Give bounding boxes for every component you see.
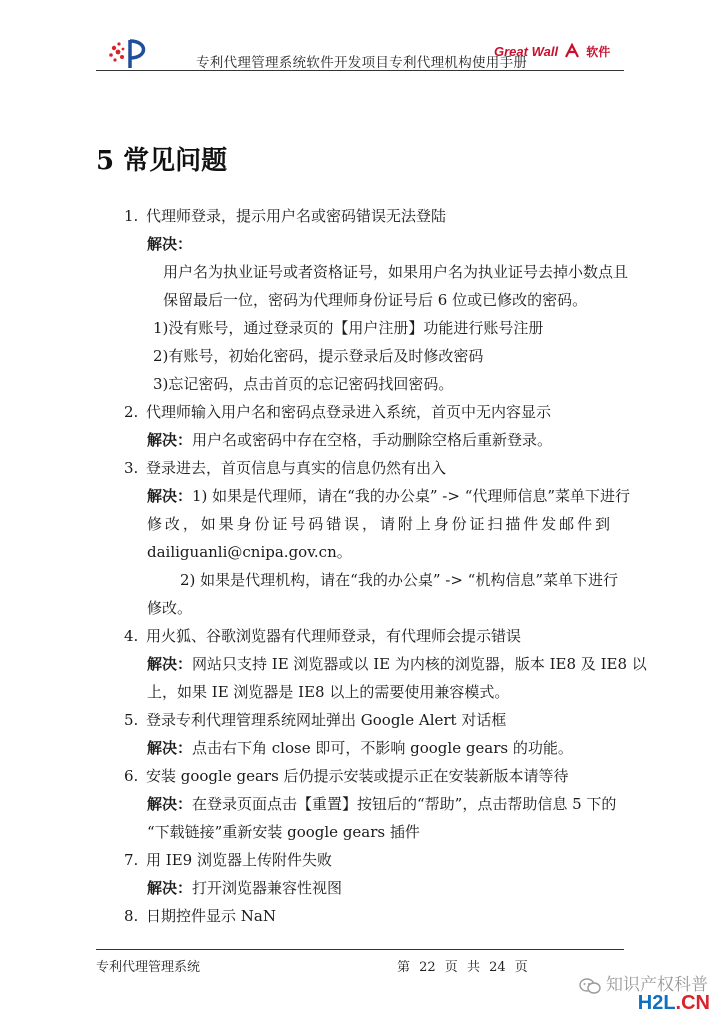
faq-question-6: 6. 安装 google gears 后仍提示安装或提示正在安装新版本请等待 xyxy=(124,767,569,785)
page-number: 第 22 页 共 24 页 xyxy=(397,960,528,975)
answer-4-line-1: 解决：网站只支持 IE 浏览器或以 IE 为内核的浏览器，版本 IE8 及 IE8 以 xyxy=(147,655,647,673)
watermark-text: 知识产权科普 xyxy=(606,975,708,994)
answer-3-line-4: 2) 如果是代理机构，请在“我的办公桌” -> “机构信息”菜单下进行 xyxy=(180,571,619,589)
section-title: 5 常见问题 xyxy=(96,146,228,176)
answer-2: 解决：用户名或密码中存在空格，手动删除空格后重新登录。 xyxy=(147,431,553,449)
answer-1-para-2: 保留最后一位，密码为代理师身份证号后 6 位或已修改的密码。 xyxy=(163,291,588,309)
footer-system-name: 专利代理管理系统 xyxy=(96,960,201,975)
faq-question-4: 4. 用火狐、谷歌浏览器有代理师登录，有代理师会提示错误 xyxy=(124,627,522,645)
wechat-icon xyxy=(579,977,601,995)
patent-office-logo xyxy=(104,36,152,70)
header-title: 专利代理管理系统软件开发项目专利代理机构使用手册 xyxy=(196,55,528,71)
answer-1-step-1: 1)没有账号，通过登录页的【用户注册】功能进行账号注册 xyxy=(153,319,544,337)
great-wall-brand xyxy=(494,41,610,60)
answer-1-para-1: 用户名为执业证号或者资格证号，如果用户名为执业证号去掉小数点且 xyxy=(163,263,629,281)
answer-4-line-2: 上，如果 IE 浏览器是 IE8 以上的需要使用兼容模式。 xyxy=(147,683,510,701)
answer-6-line-1: 解决：在登录页面点击【重置】按钮后的“帮助”，点击帮助信息 5 下的 xyxy=(147,795,617,813)
answer-3-line-1: 解决：1) 如果是代理师，请在“我的办公桌” -> “代理师信息”菜单下进行 xyxy=(147,487,631,505)
faq-question-8: 8. 日期控件显示 NaN xyxy=(124,907,276,925)
answer-5: 解决：点击右下角 close 即可，不影响 google gears 的功能。 xyxy=(147,739,573,757)
brand-cn: 软件 xyxy=(586,45,611,59)
answer-7: 解决：打开浏览器兼容性视图 xyxy=(147,879,343,897)
brand-en: Great Wall xyxy=(494,44,559,59)
answer-3-email: dailiguanli@cnipa.gov.cn。 xyxy=(147,543,352,561)
faq-question-7: 7. 用 IE9 浏览器上传附件失败 xyxy=(124,851,332,869)
answer-6-line-2: “下载链接”重新安装 google gears 插件 xyxy=(147,823,420,841)
faq-question-3: 3. 登录进去，首页信息与真实的信息仍然有出入 xyxy=(124,459,447,477)
answer-1-step-3: 3)忘记密码，点击首页的忘记密码找回密码。 xyxy=(153,375,454,393)
answer-3-line-2: 修改，如果身份证号码错误，请附上身份证扫描件发邮件到 xyxy=(147,515,610,533)
faq-question-1: 1. 代理师登录，提示用户名或密码错误无法登陆 xyxy=(124,207,447,225)
header-divider xyxy=(96,70,624,71)
answer-3-line-5: 修改。 xyxy=(147,599,193,617)
site-watermark xyxy=(638,992,710,1015)
answer-label: 解决： xyxy=(147,235,193,253)
brand-mark-icon xyxy=(563,43,581,59)
answer-1-step-2: 2)有账号，初始化密码，提示登录后及时修改密码 xyxy=(153,347,484,365)
faq-question-2: 2. 代理师输入用户名和密码点登录进入系统，首页中无内容显示 xyxy=(124,403,552,421)
faq-question-5: 5. 登录专利代理管理系统网址弹出 Google Alert 对话框 xyxy=(124,711,507,729)
footer-divider xyxy=(96,949,624,950)
site-watermark-b: .CN xyxy=(675,992,710,1014)
site-watermark-a: H2L xyxy=(637,992,676,1014)
